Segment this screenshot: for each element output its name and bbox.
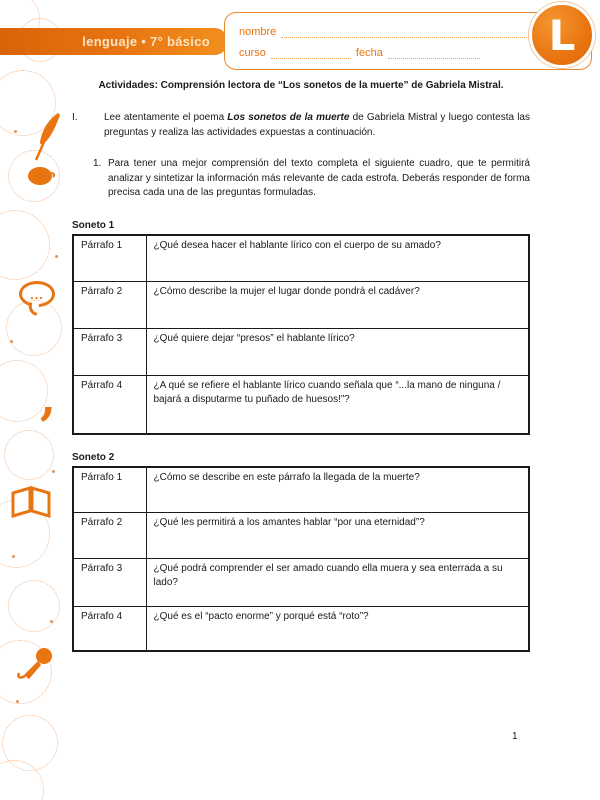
activity-title: Actividades: Comprensión lectora de “Los sonetos de la muerte” de Gabriela Mistral.	[98, 80, 504, 91]
table-row	[73, 235, 529, 282]
table-row	[73, 376, 529, 434]
class-field-line	[271, 47, 351, 59]
paragraph-label: Párrafo 4	[73, 607, 146, 651]
class-date-field-row	[239, 47, 579, 59]
lenguaje-logo	[529, 2, 595, 68]
roman-numeral: I.	[72, 112, 78, 123]
table-row	[73, 559, 529, 607]
question-cell: ¿Qué les permitirá a los amantes hablar “por una eternidad”?	[146, 513, 529, 559]
speech-bubble-dots: ...	[19, 281, 55, 307]
subject-banner	[0, 28, 228, 55]
task-item-text: Para tener una mejor comprensión del texto completa el siguiente cuadro, que te permitirá analizar y sintetizar la información más relevante de cada estrofa. Deberás responder de forma precisa cada una de las preguntas formuladas.	[108, 158, 530, 198]
question-cell: ¿Qué quiere dejar “presos” el hablante lírico?	[146, 329, 529, 376]
paragraph-label: Párrafo 1	[73, 467, 146, 513]
name-field-row	[239, 26, 579, 38]
soneto-2-heading: Soneto 2	[72, 451, 115, 463]
soneto-1-heading: Soneto 1	[72, 219, 115, 231]
question-cell: ¿A qué se refiere el hablante lírico cuando señala que “...la mano de ninguna / bajará a disputarme tu puñado de huesos!”?	[146, 376, 529, 434]
speech-bubble-icon	[19, 281, 55, 307]
name-field-label: nombre	[239, 25, 277, 38]
table-row	[73, 513, 529, 559]
table-row	[73, 607, 529, 651]
table-row	[73, 329, 529, 376]
soneto-1-table	[72, 234, 530, 435]
lenguaje-logo-letter: L	[548, 10, 576, 60]
microphone-icon	[14, 646, 56, 689]
paragraph-label: Párrafo 3	[73, 329, 146, 376]
instruction-section	[72, 111, 530, 140]
instruction-text: Lee atentamente el poema Los sonetos de la muerte de Gabriela Mistral y luego contesta las preguntas y realiza las actividades expuestas a continuación.	[104, 112, 530, 138]
paragraph-label: Párrafo 1	[73, 235, 146, 282]
question-cell: ¿Qué podrá comprender el ser amado cuando ella muera y sea enterrada a su lado?	[146, 559, 529, 607]
paragraph-label: Párrafo 2	[73, 282, 146, 329]
quote-comma-icon: ,	[40, 371, 57, 425]
question-cell: ¿Qué es el “pacto enorme” y porqué está “roto”?	[146, 607, 529, 651]
mouse-icon	[26, 163, 56, 192]
paragraph-label: Párrafo 2	[73, 513, 146, 559]
quill-pen-icon	[32, 112, 66, 169]
subject-banner-label: lenguaje • 7° básico	[82, 34, 210, 49]
task-item-1	[93, 157, 530, 201]
page-number: 1	[512, 731, 518, 742]
soneto-2-table	[72, 466, 530, 652]
class-field-label: curso	[239, 46, 266, 59]
task-item-number: 1.	[93, 158, 102, 169]
worksheet-content	[72, 80, 530, 669]
question-cell: ¿Cómo describe la mujer el lugar donde pondrá el cadáver?	[146, 282, 529, 329]
table-row	[73, 467, 529, 513]
table-row	[73, 282, 529, 329]
poem-title: Los sonetos de la muerte	[227, 112, 350, 123]
paragraph-label: Párrafo 4	[73, 376, 146, 434]
question-cell: ¿Qué desea hacer el hablante lírico con el cuerpo de su amado?	[146, 235, 529, 282]
date-field-label: fecha	[355, 46, 383, 59]
question-cell: ¿Cómo se describe en este párrafo la llegada de la muerte?	[146, 467, 529, 513]
date-field-line	[388, 47, 480, 59]
paragraph-label: Párrafo 3	[73, 559, 146, 607]
open-book-icon	[10, 486, 52, 523]
